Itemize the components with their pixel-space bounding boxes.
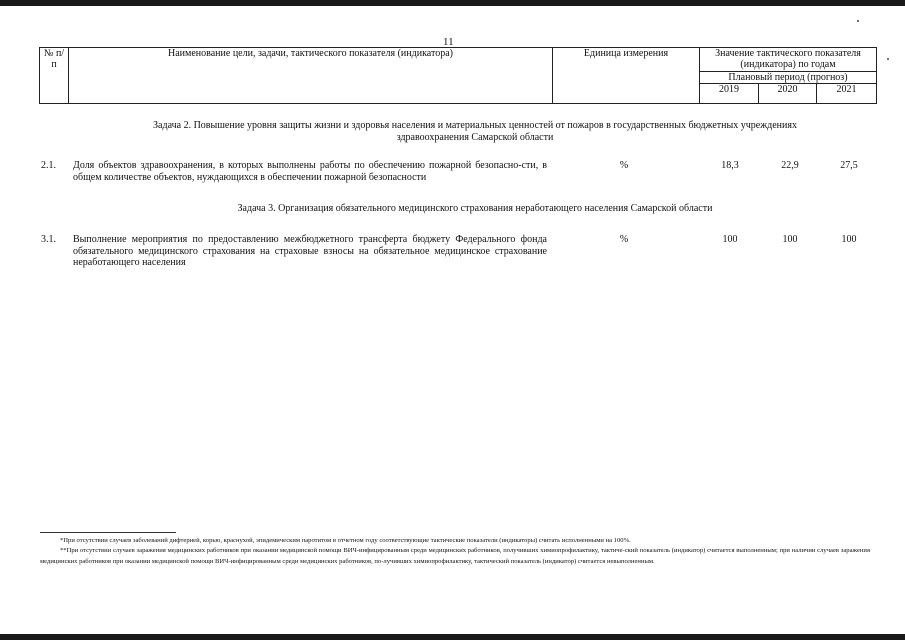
footnote-1: *При отсутствии случаев заболеваний дифтерией, корью, краснухой, эпидемическим паротитом в отчетном году соответствующие тактические показатели (индикаторы) считать исполненными на 100%. <box>60 537 631 544</box>
row-2-1-value-2020: 22,9 <box>781 160 799 171</box>
header-name: Наименование цели, задачи, тактического показателя (индикатора) <box>69 48 553 104</box>
header-values: Значение тактического показателя (индикатора) по годам <box>700 48 877 72</box>
row-2-1-name: Доля объектов здравоохранения, в которых выполнены работы по обеспечению пожарной безопасно-сти, в общем количестве объектов, нуждающихся в обеспечении пожарной безопасности <box>73 160 547 183</box>
row-2-1-number: 2.1. <box>41 160 56 171</box>
header-unit: Единица измерения <box>553 48 700 104</box>
row-3-1-value-2020: 100 <box>782 234 798 245</box>
header-year-2019: 2019 <box>700 84 759 104</box>
header-period: Плановый период (прогноз) <box>700 72 877 84</box>
row-2-1-value-2019: 18,3 <box>721 160 739 171</box>
row-3-1-value-2019: 100 <box>722 234 738 245</box>
row-3-1-unit: % <box>619 234 629 245</box>
header-year-2020: 2020 <box>759 84 817 104</box>
scan-speck <box>887 58 889 60</box>
scan-border-top <box>0 0 905 6</box>
footnote-separator <box>40 532 176 533</box>
row-2-1-value-2021: 27,5 <box>840 160 858 171</box>
header-no: № п/п <box>40 48 69 104</box>
row-2-1-unit: % <box>619 160 629 171</box>
row-3-1-name: Выполнение мероприятия по предоставлению межбюджетного трансферта бюджету Федерального фонда обязательного медицинского страхования на страховые взносы на обязательное медицинское страхование неработающего населения <box>73 234 547 268</box>
row-3-1-number: 3.1. <box>41 234 56 245</box>
footnotes <box>40 536 870 567</box>
header-year-2021: 2021 <box>817 84 877 104</box>
task-2-title: Задача 2. Повышение уровня защиты жизни и здоровья населения и материальных ценностей от пожаров в государственных бюджетных учреждениях здравоохранения Самарской области <box>153 120 797 143</box>
scan-speck <box>857 20 859 22</box>
page-number: 11 <box>443 36 454 48</box>
indicator-table-header <box>39 47 877 104</box>
scan-border-bottom <box>0 634 905 640</box>
row-3-1-value-2021: 100 <box>841 234 857 245</box>
task-3-title: Задача 3. Организация обязательного медицинского страхования неработающего населения Самарской области <box>237 203 713 214</box>
footnote-2: **При отсутствии случаев заражения медицинских работников при оказании медицинской помощи ВИЧ-инфицированным среди медицинских работников, получивших химиопрофилактику, тактиче-ский показатель (индикатор) считается выполненным; при наличии случаев заражения медицинских работников при оказании медицинской помощи ВИЧ-инфицированным среди медицинских работников, по-лучивших химиопрофилактику, тактический показатель (индикатор) считается невыполненным. <box>40 547 870 565</box>
